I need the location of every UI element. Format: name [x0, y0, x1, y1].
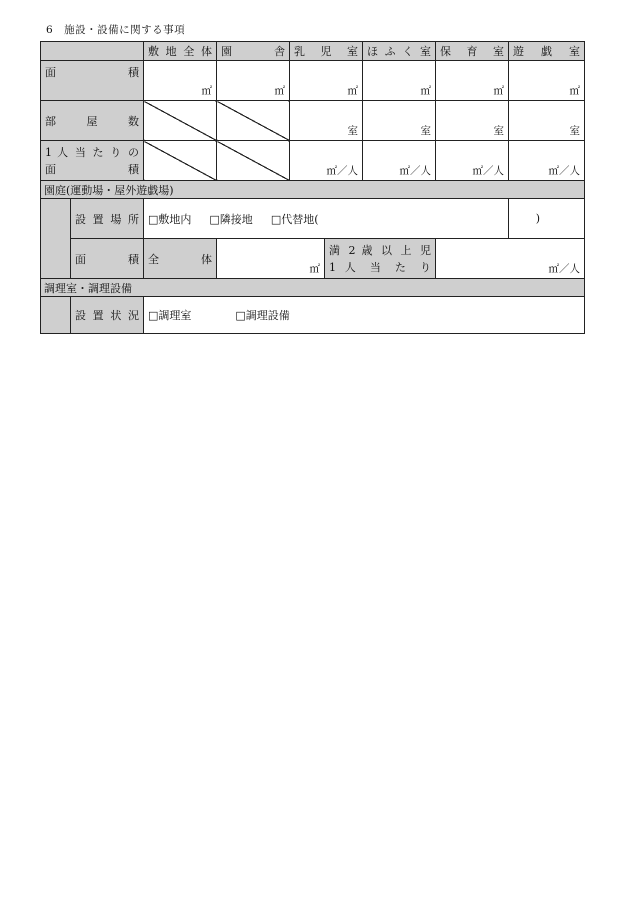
section-title: 6 施設・設備に関する事項	[46, 24, 186, 36]
rooms-row-label: 部 屋 数	[41, 101, 144, 141]
garden-close-paren: )	[509, 199, 585, 239]
area-building-unit[interactable]: ㎡	[217, 61, 290, 101]
col-header-site: 敷地全体	[144, 42, 217, 61]
garden-option-on-site[interactable]: □敷地内	[148, 212, 192, 226]
garden-option-adjacent[interactable]: □隣接地	[209, 212, 253, 226]
garden-whole-unit[interactable]: ㎡	[217, 239, 325, 279]
per-person-crawling-unit[interactable]: ㎡／人	[363, 141, 436, 181]
per-person-infant-unit[interactable]: ㎡／人	[290, 141, 363, 181]
area-row	[41, 61, 585, 101]
rooms-row	[41, 101, 585, 141]
col-header-infant-room: 乳 児 室	[290, 42, 363, 61]
garden-over2-label	[325, 239, 436, 279]
area-site-unit[interactable]: ㎡	[144, 61, 217, 101]
col-header-crawling-room: ほふく室	[363, 42, 436, 61]
garden-option-substitute[interactable]: □代替地(	[270, 212, 319, 226]
garden-whole-label: 全 体	[144, 239, 217, 279]
kitchen-header: 調理室・調理設備	[41, 279, 585, 297]
header-corner	[41, 42, 144, 61]
area-crawling-unit[interactable]: ㎡	[363, 61, 436, 101]
rooms-crawling-unit[interactable]: 室	[363, 101, 436, 141]
col-header-play-room: 遊 戯 室	[509, 42, 585, 61]
per-person-building-slashed	[217, 141, 290, 181]
per-person-nursery-unit[interactable]: ㎡／人	[436, 141, 509, 181]
garden-over2-unit[interactable]: ㎡／人	[436, 239, 585, 279]
garden-over2-label-line1: 満 2 歳 以 上 児	[329, 243, 431, 257]
kitchen-option-equipment[interactable]: □調理設備	[235, 309, 290, 322]
area-play-unit[interactable]: ㎡	[509, 61, 585, 101]
rooms-nursery-unit[interactable]: 室	[436, 101, 509, 141]
col-header-building: 園 舎	[217, 42, 290, 61]
garden-location-row	[41, 199, 585, 239]
kitchen-indent	[41, 297, 71, 334]
col-header-nursery-room: 保 育 室	[436, 42, 509, 61]
kitchen-option-room[interactable]: □調理室	[148, 309, 192, 322]
facility-table	[40, 41, 585, 334]
garden-indent	[41, 199, 71, 279]
area-row-label: 面 積	[41, 61, 144, 101]
rooms-site-slashed	[144, 101, 217, 141]
garden-over2-label-line2: 1 人 当 た り	[329, 260, 431, 274]
kitchen-status-row	[41, 297, 585, 334]
area-infant-unit[interactable]: ㎡	[290, 61, 363, 101]
per-person-label-line2: 面 積	[45, 162, 139, 176]
per-person-site-slashed	[144, 141, 217, 181]
garden-location-options	[144, 199, 509, 239]
garden-header-row	[41, 181, 585, 199]
garden-header: 園庭(運動場・屋外遊戯場)	[41, 181, 585, 199]
per-person-row-label	[41, 141, 144, 181]
rooms-infant-unit[interactable]: 室	[290, 101, 363, 141]
per-person-row	[41, 141, 585, 181]
garden-location-label: 設 置 場 所	[71, 199, 144, 239]
garden-area-row	[41, 239, 585, 279]
kitchen-header-row	[41, 279, 585, 297]
area-nursery-unit[interactable]: ㎡	[436, 61, 509, 101]
rooms-play-unit[interactable]: 室	[509, 101, 585, 141]
kitchen-status-options	[144, 297, 585, 334]
per-person-label-line1: 1 人 当 た り の	[45, 145, 139, 159]
per-person-play-unit[interactable]: ㎡／人	[509, 141, 585, 181]
garden-area-label: 面 積	[71, 239, 144, 279]
kitchen-status-label: 設 置 状 況	[71, 297, 144, 334]
rooms-building-slashed	[217, 101, 290, 141]
header-row	[41, 42, 585, 61]
